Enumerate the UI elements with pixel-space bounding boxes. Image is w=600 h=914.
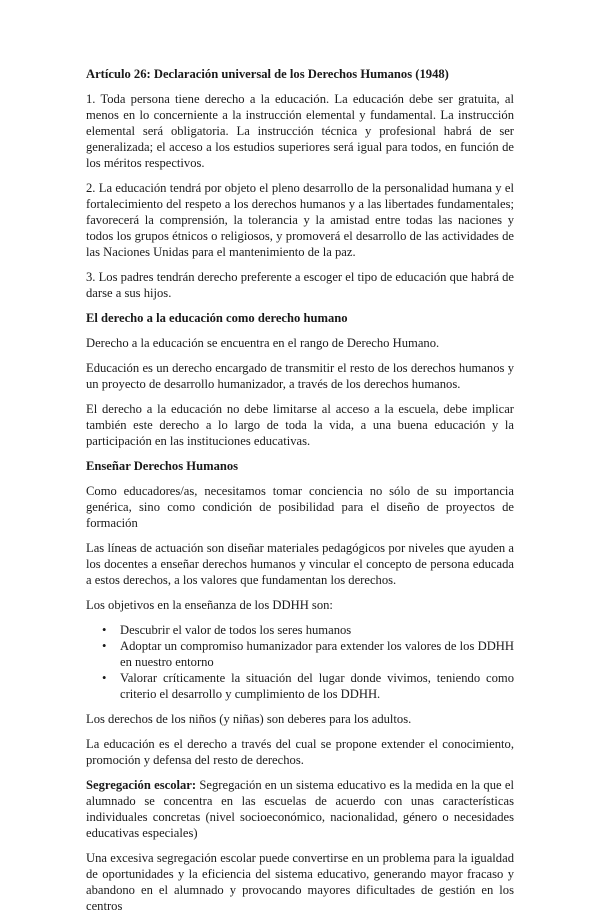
paragraph-segregacion: [86, 777, 514, 841]
paragraph-excesiva: Una excesiva segregación escolar puede convertirse en un problema para la igualdad de oportunidades y la eficiencia del sistema educativo, generando mayor fracaso y abandono en el alumnado y provocando mayores dificultades de gestión en los centros: [86, 851, 514, 913]
list-item: [102, 622, 514, 638]
paragraph-ninos: Los derechos de los niños (y niñas) son deberes para los adultos.: [86, 712, 412, 726]
section-heading-derecho-humano: El derecho a la educación como derecho humano: [86, 311, 348, 325]
bullet-icon: •: [102, 623, 107, 637]
paragraph-objetivos-intro: Los objetivos en la enseñanza de los DDHH son:: [86, 598, 333, 612]
bullet-icon: •: [102, 639, 107, 653]
list-item: [102, 638, 514, 670]
bullet-icon: •: [102, 671, 107, 685]
paragraph-extender: La educación es el derecho a través del cual se propone extender el conocimiento, promoción y defensa del resto de derechos.: [86, 737, 514, 767]
objetivos-list: [86, 622, 514, 702]
list-item-text: Descubrir el valor de todos los seres humanos: [120, 623, 352, 637]
article-paragraph-2: 2. La educación tendrá por objeto el pleno desarrollo de la personalidad humana y el fortalecimiento del respeto a los derechos humanos y a las libertades fundamentales; favorecerá la comprensión, la tolerancia y la amistad entre todas las naciones y todos los grupos étnicos o religiosos, y promoverá el desarrollo de las actividades de las Naciones Unidas para el mantenimiento de la paz.: [86, 181, 514, 259]
article-paragraph-1: 1. Toda persona tiene derecho a la educación. La educación debe ser gratuita, al menos en lo concerniente a la instrucción elemental y fundamental. La instrucción elemental será obligatoria. La instrucción técnica y profesional habrá de ser generalizada; el acceso a los estudios superiores será igual para todos, en función de los méritos respectivos.: [86, 92, 514, 170]
section-heading-ensenar: Enseñar Derechos Humanos: [86, 459, 239, 473]
list-item-text: Valorar críticamente la situación del lugar donde vivimos, teniendo como criterio el desarrollo y cumplimiento de los DDHH.: [120, 671, 514, 701]
article-paragraph-3: 3. Los padres tendrán derecho preferente a escoger el tipo de educación que habrá de darse a sus hijos.: [86, 270, 514, 300]
paragraph-limitarse: El derecho a la educación no debe limitarse al acceso a la escuela, debe implicar también este derecho a lo largo de toda la vida, a una buena educación y la participación en las instituciones educativas.: [86, 402, 514, 448]
paragraph-educadores: Como educadores/as, necesitamos tomar conciencia no sólo de su importancia genérica, sino como condición de posibilidad para el diseño de proyectos de formación: [86, 484, 514, 530]
segregacion-label: Segregación escolar:: [86, 778, 197, 792]
list-item: [102, 670, 514, 702]
segregacion-text: Segregación en un sistema educativo es la medida en la que el alumnado se concentra en las escuelas de acuerdo con unas características individuales concretas (nivel socioeconómico, nacionalidad, género o necesidades educativas especiales): [86, 778, 514, 840]
list-item-text: Adoptar un compromiso humanizador para extender los valores de los DDHH en nuestro entorno: [120, 639, 514, 669]
paragraph-encargado: Educación es un derecho encargado de transmitir el resto de los derechos humanos y un proyecto de desarrollo humanizador, a través de los derechos humanos.: [86, 361, 514, 391]
paragraph-rango: Derecho a la educación se encuentra en el rango de Derecho Humano.: [86, 336, 440, 350]
article-title: Artículo 26: Declaración universal de los Derechos Humanos (1948): [86, 67, 449, 81]
paragraph-lineas: Las líneas de actuación son diseñar materiales pedagógicos por niveles que ayuden a los docentes a enseñar derechos humanos y vincular el concepto de persona educada a estos derechos, a los valores que fundamentan los derechos.: [86, 541, 514, 587]
